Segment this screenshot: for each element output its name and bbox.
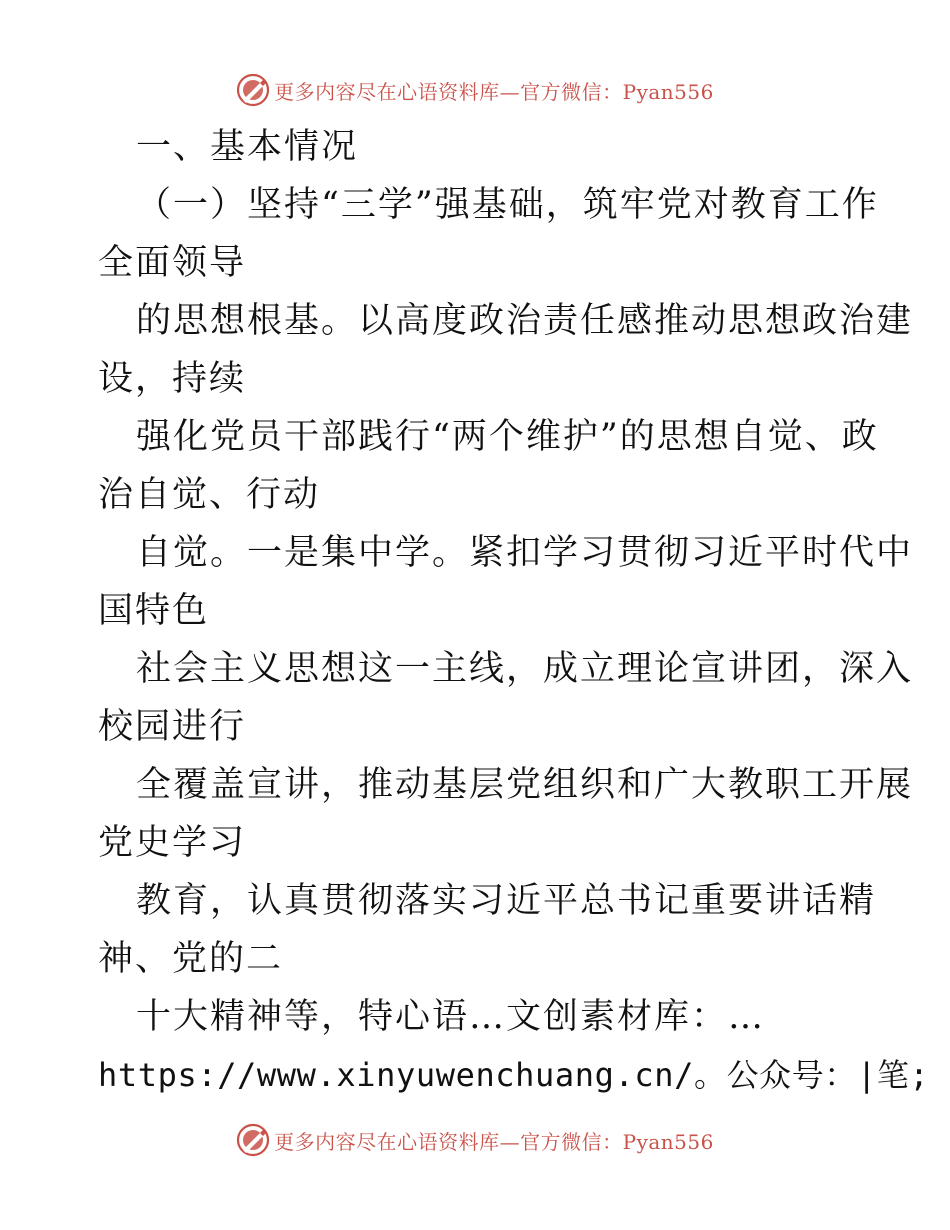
paragraph-line: 全面领导 bbox=[98, 243, 247, 283]
watermark-text: 更多内容尽在心语资料库—官方微信：Pyan556 bbox=[274, 1129, 714, 1154]
paragraph-line: 强化党员干部践行“两个维护”的思想自觉、政 bbox=[136, 417, 879, 457]
paragraph-line: 设，持续 bbox=[98, 359, 247, 399]
paragraph-line: 自觉。一是集中学。紧扣学习贯彻习近平时代中 bbox=[136, 533, 914, 573]
paragraph-line: 社会主义思想这一主线，成立理论宣讲团，深入 bbox=[136, 649, 914, 689]
paragraph-line: 的思想根基。以高度政治责任感推动思想政治建 bbox=[136, 301, 914, 341]
paragraph-line: 十大精神等，特心语…文创素材库：… bbox=[136, 997, 766, 1037]
watermark-header bbox=[0, 70, 950, 110]
paragraph-line: 校园进行 bbox=[98, 707, 247, 747]
pen-logo-icon bbox=[236, 1123, 270, 1157]
watermark-text: 更多内容尽在心语资料库—官方微信：Pyan556 bbox=[274, 79, 714, 104]
paragraph-line: 国特色 bbox=[98, 591, 210, 631]
paragraph-line: 治自觉、行动 bbox=[98, 475, 321, 515]
section-heading: 一、基本情况 bbox=[136, 127, 359, 167]
pen-logo-icon bbox=[236, 73, 270, 107]
paragraph-line: 全覆盖宣讲，推动基层党组织和广大教职工开展 bbox=[136, 765, 914, 805]
watermark-footer bbox=[0, 1120, 950, 1160]
url-line: https://www.xinyuwenchuang.cn/。公众号：|笔; bbox=[98, 1056, 930, 1094]
paragraph-line: 神、党的二 bbox=[98, 939, 284, 979]
paragraph-line: 党史学习 bbox=[98, 823, 247, 863]
paragraph-line: （一）坚持“三学”强基础，筑牢党对教育工作 bbox=[136, 185, 879, 225]
document-body bbox=[98, 118, 930, 1104]
paragraph-line: 教育，认真贯彻落实习近平总书记重要讲话精 bbox=[136, 881, 877, 921]
